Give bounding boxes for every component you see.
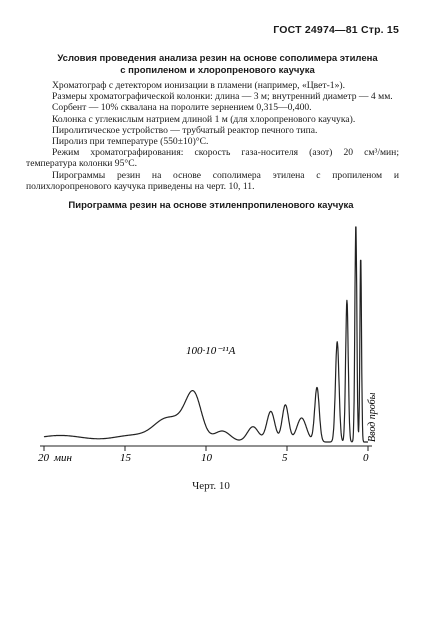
standard-number: ГОСТ 24974—81	[273, 24, 358, 36]
x-tick-label: 15	[120, 452, 131, 464]
paragraph: Размеры хроматографической колонки: длина — 3 м; внутренний диаметр — 4 мм.	[52, 91, 393, 103]
x-tick-label: 0	[363, 452, 369, 464]
paragraph: Пиролиз при температуре (550±10)°С.	[52, 136, 209, 148]
x-ticks	[38, 446, 369, 464]
chart-title: Пирограмма резин на основе этиленпропиленового каучука	[68, 200, 354, 211]
x-tick-label: 20	[38, 452, 49, 464]
page-header	[273, 24, 399, 36]
paragraph: Хроматограф с детектором ионизации в пламени (например, «Цвет-1»).	[52, 80, 345, 91]
x-tick-label: 10	[201, 452, 212, 464]
chromatogram-trace	[44, 227, 368, 442]
section-title-line-1: Условия проведения анализа резин на основе сополимера этилена	[57, 53, 378, 64]
paragraph: Колонка с углекислым натрием длиной 1 м (для хлоропренового каучука).	[52, 113, 356, 125]
pyrogram-chart	[0, 210, 422, 470]
x-axis-unit-label: мин	[54, 452, 72, 464]
page-number: Стр. 15	[360, 24, 399, 36]
paragraph: Пиролитическое устройство — трубчатый реактор печного типа.	[52, 124, 318, 136]
sensitivity-label: 100·10⁻¹¹А	[186, 345, 236, 357]
conditions-text	[26, 80, 399, 192]
x-tick-label: 5	[282, 452, 288, 464]
section-title-line-2: с пропиленом и хлоропренового каучука	[120, 65, 315, 76]
paragraph: Режим хроматографирования: скорость газа-носителя (азот) 20 см³/мин; температура колонки 95°С.	[26, 147, 399, 170]
paragraph: Сорбент — 10% сквалана на поролите зернением 0,315—0,400.	[52, 102, 312, 114]
section-title	[40, 53, 395, 77]
paragraph: Пирограммы резин на основе сополимера этилена с пропиленом и полихлоропренового каучука приведены на черт. 10, 11.	[26, 169, 399, 192]
injection-label: Ввод пробы	[367, 392, 378, 442]
figure-caption: Черт. 10	[192, 480, 230, 492]
